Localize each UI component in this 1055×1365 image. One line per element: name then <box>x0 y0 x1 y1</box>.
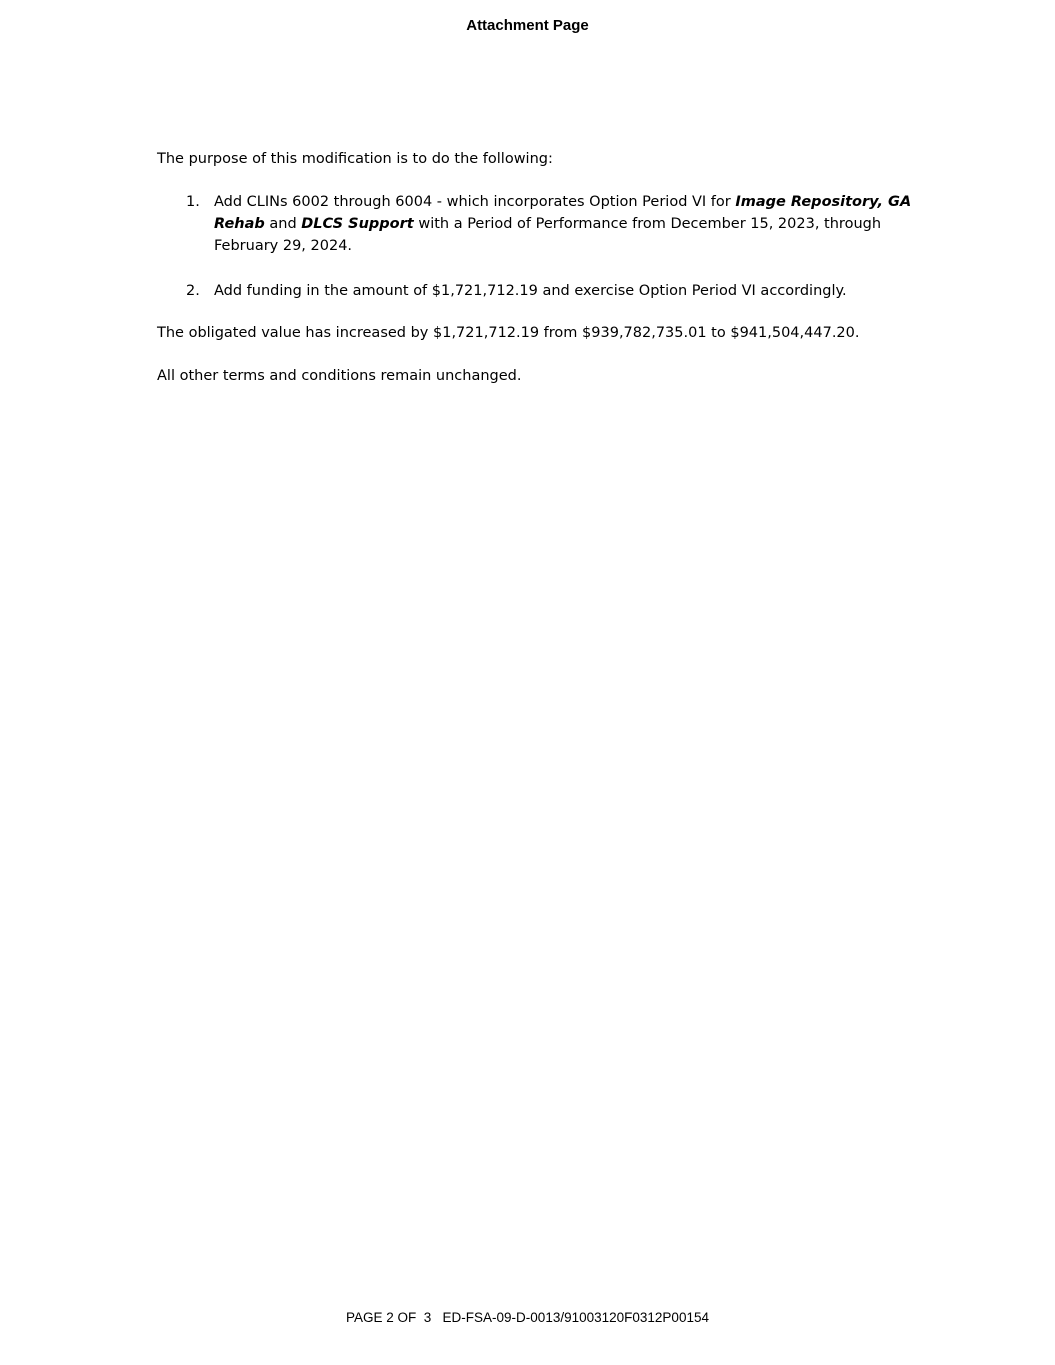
closing-paragraph: All other terms and conditions remain unchanged. <box>157 368 522 384</box>
intro-paragraph: The purpose of this modification is to do the following: <box>157 151 553 167</box>
list-item-text: Add CLINs 6002 through 6004 - which incorporates Option Period VI for <box>214 194 736 210</box>
page-title: Attachment Page <box>466 17 589 34</box>
list-item-emphasis: Image Repository, GA Rehab <box>214 194 912 232</box>
list-item-number: 1. <box>186 194 200 210</box>
list-item <box>157 280 917 302</box>
list-item-emphasis: DLCS Support <box>301 216 414 232</box>
list-item <box>157 191 917 257</box>
list-item-text: Add funding in the amount of $1,721,712.19 and exercise Option Period VI accordingly. <box>214 283 847 299</box>
page-footer: PAGE 2 OF 3 ED-FSA-09-D-0013/91003120F0312P00154 <box>346 1310 709 1325</box>
obligated-value-paragraph: The obligated value has increased by $1,721,712.19 from $939,782,735.01 to $941,504,447.20. <box>157 325 860 341</box>
list-item-text: and <box>264 216 302 232</box>
list-item-text: with a Period of Performance from December 15, 2023, through February 29, 2024. <box>214 216 882 254</box>
list-item-number: 2. <box>186 283 200 299</box>
